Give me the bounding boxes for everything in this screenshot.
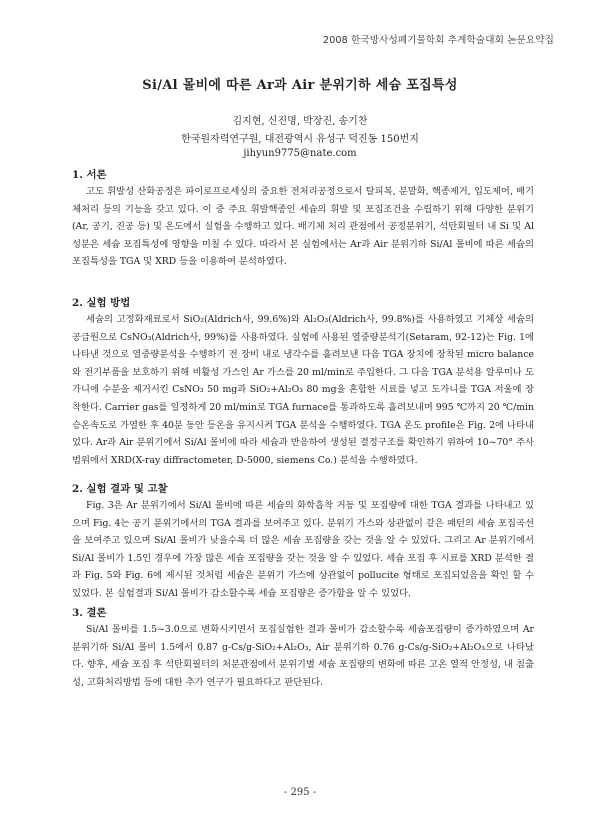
section-paragraph: Fig. 3은 Ar 분위기에서 Si/Al 몰비에 따른 세슘의 화학흡착 거동 및 포집량에 대한 TGA 결과를 나타내고 있으며 Fig. 4는 공기 분위기에서의 TGA 결과를 보여주고 있다. 분위기 가스와 상관없이 같은 패턴의 세슘 포집곡선을 보여주고 있으며 Si/Al 몰비가 낮을수록 더 많은 세슘 포집량을 갖는 것을 알 수 있었다. 그리고 Ar 분위기에서 Si/Al 몰비가 1.5인 경우에 가장 많은 세슘 포집량을 갖는 것을 알 수 있었다. 세슘 포집 후 시료를 XRD 분석한 결과 Fig. 5와 Fig. 6에 제시된 것처럼 세슘은 분위기 가스에 상관없이 pollucite 형태로 포집되었음을 확인 할 수 있었다. 본 실험결과 Si/Al 몰비가 감소할수록 세슘 포집량은 증가함을 알 수 있었다. — [72, 500, 534, 599]
section-paragraph: Si/Al 몰비를 1.5~3.0으로 변화시키면서 포집실험한 결과 몰비가 감소할수록 세슘포집량이 증가하였으며 Ar 분위기하 Si/Al 몰비 1.5에서 0.87 g-Cs/g-SiO₂+Al₂O₃, Air 분위기하 0.76 g-Cs/g-SiO₂+Al₂O₃으로 나타났다. 향후, 세슘 포집 후 석탄회필터의 처분관점에서 분위기별 세슘 포집량의 변화에 따른 고온 열적 안정성, 내 침출성, 고화처리방법 등에 대한 추가 연구가 필요하다고 판단된다. — [72, 624, 534, 688]
section-heading: 3. 결론 — [72, 607, 107, 619]
section-results — [72, 480, 534, 603]
section-paragraph: 고도 휘발성 산화공정은 파이로프로세싱의 중요한 전처리공정으로서 탈피복, 분말화, 핵종제거, 입도제어, 배기체처리 등의 기능을 갖고 있다. 이 중 주요 휘발핵종인 세슘의 휘발 및 포집조건을 수립하기 위해 다양한 분위기(Ar, 공기, 진공 등) 및 온도에서 실험을 수행하고 있다. 배기체 처리 관점에서 공정분위기, 석탄회필터 내 Si 및 Al 성분은 세슘 포집특성에 영향을 미칠 수 있다. 따라서 본 실험에서는 Ar과 Air 분위기하 Si/Al 몰비에 따른 세슘의 포집특성을 TGA 및 XRD 등을 이용하여 분석하였다. — [72, 186, 534, 268]
author-list: 김지현, 신진명, 박장진, 송기찬 — [232, 116, 368, 127]
running-header: 2008 한국방사성폐기물학회 추계학술대회 논문요약집 — [323, 35, 554, 46]
section-heading: 1. 서론 — [72, 169, 107, 181]
affiliation: 한국원자력연구원, 대전광역시 유성구 덕진동 150번지 — [181, 134, 419, 145]
author-email: jihyun9775@nate.com — [243, 148, 357, 159]
title-block — [0, 74, 600, 159]
paper-title: Si/Al 몰비에 따른 Ar과 Air 분위기하 세슘 포집특성 — [142, 78, 458, 93]
section-introduction — [72, 166, 534, 271]
section-methods — [72, 294, 534, 469]
section-heading: 2. 실험 방법 — [72, 297, 131, 309]
section-paragraph: 세슘의 고정화재료로서 SiO₂(Aldrich사, 99.6%)와 Al₂O₃(Aldrich사, 99.8%)를 사용하였고 기체상 세슘의 공급원으로 CsNO₃(Aldrich사, 99%)를 사용하였다. 실험에 사용된 열중량분석기(Setaram, 92-12)는 Fig. 1에 나타낸 것으로 열중량분석을 수행하기 전 장비 내로 냉각수를 흘려보낸 다음 TGA 장치에 장착된 micro balance와 전기부품을 보호하기 위해 비활성 가스인 Ar 가스를 20 ml/min로 주입한다. 그 다음 TGA 분석용 알루미나 도가니에 수분을 제거시킨 CsNO₃ 50 mg과 SiO₂+Al₂O₃ 80 mg을 혼합한 시료를 넣고 도가니를 TGA 저울에 장착한다. Carrier gas를 일정하게 20 ml/min로 TGA furnace를 통과하도록 흘려보내며 995 ℃까지 20 ℃/min 승온속도로 가열한 후 40분 동안 등온을 유지시켜 TGA 분석을 수행하였다. TGA 온도 profile은 Fig. 2에 나타내었다. Ar과 Air 분위기에서 Si/Al 몰비에 따라 세슘과 반응하여 생성된 결정구조를 확인하기 위하여 10~70° 주사범위에서 XRD(X-ray diffractometer, D-5000, siemens Co.) 분석을 수행하였다. — [72, 314, 534, 466]
section-heading: 2. 실험 결과 및 고찰 — [72, 483, 168, 495]
page-number: - 295 - — [283, 787, 317, 798]
section-conclusion — [72, 604, 534, 691]
